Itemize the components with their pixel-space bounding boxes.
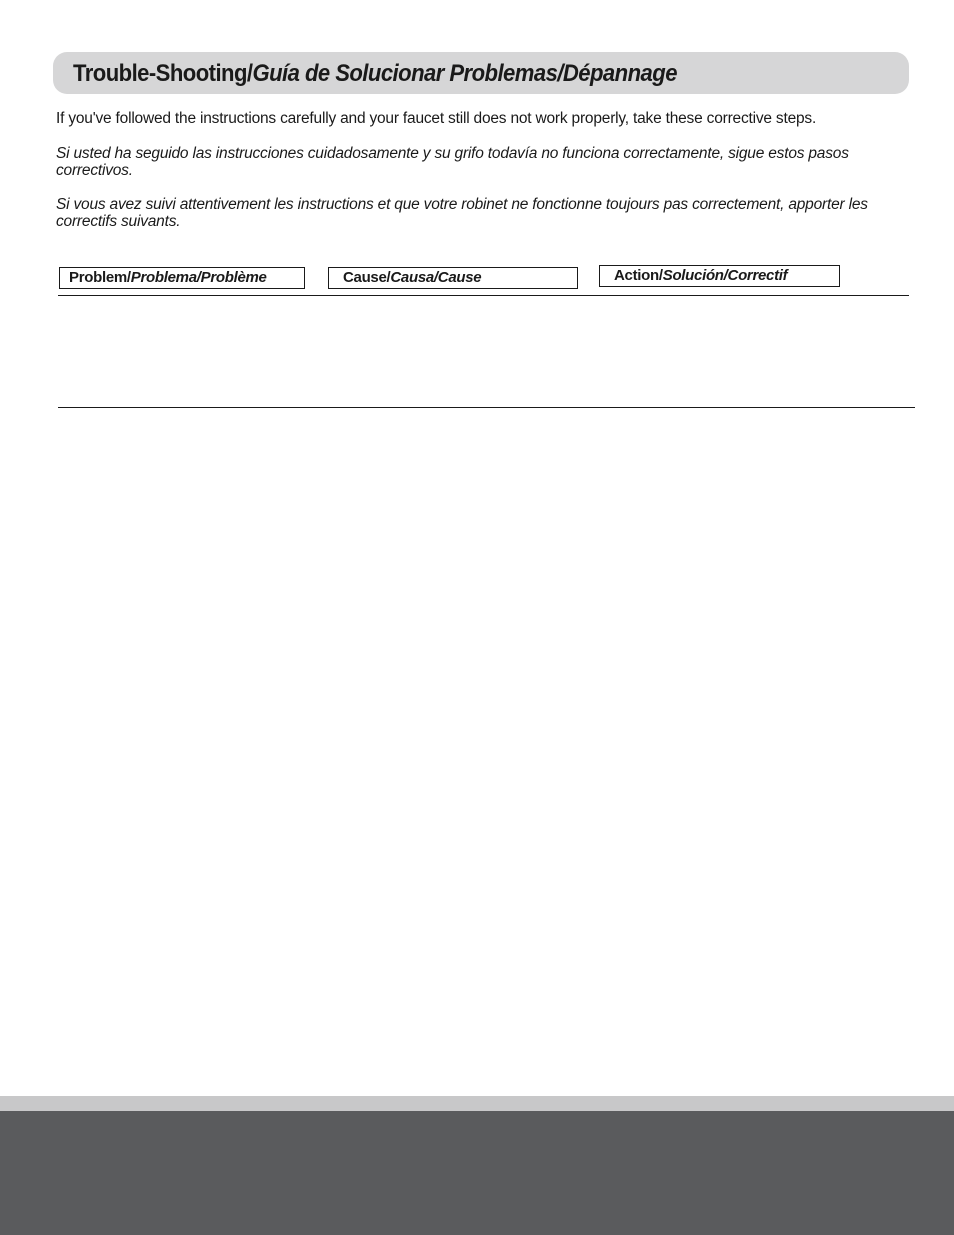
section-title-bar [53,52,909,94]
footer-band-dark [0,1111,954,1235]
page-title-english: Trouble-Shooting/ [73,60,253,87]
table-bottom-divider [58,407,915,408]
page-title [73,60,677,88]
intro-french: Si vous avez suivi attentivement les instructions et que votre robinet ne fonctionne toujours pas correctement, apporter les correctifs suivants. [56,196,868,230]
column-header-action-en: Action/ [614,267,663,284]
page-title-spanish-french: Guía de Solucionar Problemas/Dépannage [252,60,677,87]
intro-spanish: Si usted ha seguido las instrucciones cuidadosamente y su grifo todavía no funciona correctamente, sigue estos pasos correctivos. [56,145,849,179]
column-header-problem-translations: Problema/Problème [130,269,267,286]
footer-band-light [0,1096,954,1111]
column-header-cause-translations: Causa/Cause [390,269,482,286]
column-header-action-translations: Solución/Correctif [662,267,788,284]
column-header-problem [59,267,305,289]
column-header-problem-en: Problem/ [69,269,131,286]
column-header-cause [328,267,578,289]
column-header-cause-en: Cause/ [343,269,391,286]
intro-english: If you've followed the instructions carefully and your faucet still does not work properly, take these corrective steps. [56,110,817,127]
table-header-divider [58,295,909,296]
column-header-action [599,265,840,287]
